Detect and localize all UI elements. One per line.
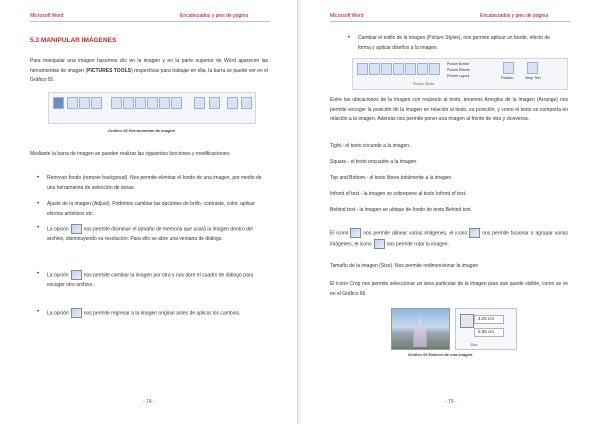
size-paragraph: Tamaño de la imagen (Size). Nos permite redimensionar la imagen	[330, 263, 479, 269]
style-thumb-icon	[357, 63, 368, 75]
group-icon	[469, 228, 480, 238]
wrap-text-icon	[209, 97, 220, 109]
compress-pictures-icon	[71, 224, 82, 234]
picture-styles-group-label: Picture Styles	[413, 82, 435, 86]
position-icon	[503, 62, 514, 74]
size-group-label: Size	[470, 342, 478, 347]
header-rule	[30, 21, 270, 22]
list-item: • La opción nos permite disminuir el tamaño de memoria que usará la imagen dentro del archivo, disminuyendo su resolución. Para ello se abre una ventana de diálogo.	[37, 225, 253, 242]
wrap-option: Infront of text.- la imagen se sobrepone al texto Infront of text.	[330, 191, 467, 197]
page-74	[0, 0, 298, 424]
header-left: Microsoft Word	[30, 13, 64, 19]
remove-background-icon	[53, 97, 64, 109]
header-right: Encabezados y pies de página	[480, 13, 549, 19]
icons-paragraph: El icono nos permite alinear varias imágenes, el icono nos permite fusionar o agrupar varias imágenes, el icono nos permite rotar la imagen.	[330, 228, 568, 250]
picture-effects-label: Picture Effects	[447, 68, 470, 72]
style-thumb-icon	[405, 63, 416, 75]
list-item: • Cambiar el estilo de la imagen (Picture Styles), nos permite aplicar un borde, efecto de forma y aplicar diseños a la imagen.	[348, 35, 551, 51]
arrange-paragraph: Entre las ubicaciones de la imagen con respecto al texto, tenemos Arreglos de la imagen (Arrange) nos permite escoger la posición de la imagen en relación al texto, su posición, y como el texto se comporta en relación a la imagen. Además nos permite poner una imagen al frente de otra y viceversa.	[330, 97, 568, 122]
style-thumb-icon	[171, 97, 182, 109]
wrap-option: Square.- el texto encuadre a la imagen.	[330, 159, 418, 165]
align-icon	[350, 228, 361, 238]
intro-paragraph: Para manipular una imagen hacemos clic en la imagen y en la parte superior de Word aparecen las herramientas de imagen (PICTURES TOOLS) respectivas para trabajar en ella, la barra se puede ver en el Gráfico 65.	[30, 58, 268, 83]
width-value: 5.96 cm	[478, 329, 495, 334]
size-group	[455, 308, 517, 350]
wrap-text-label: Wrap Text	[525, 76, 541, 80]
castle-shape	[410, 317, 430, 347]
color-icon	[79, 97, 90, 109]
style-thumb-icon	[111, 97, 122, 109]
header-rule	[330, 21, 570, 22]
list-item: • La opción nos permite cambiar la imagen por otra y nos abre el cuadro de diálogo para escoger otro archivo.	[37, 271, 254, 288]
style-thumb-icon	[123, 97, 134, 109]
style-thumb-icon	[417, 63, 428, 75]
style-thumb-icon	[147, 97, 158, 109]
picture-styles-ribbon	[352, 58, 568, 90]
corrections-icon	[67, 97, 78, 109]
wrap-text-icon	[527, 62, 538, 74]
artistic-effects-icon	[91, 97, 102, 109]
list-item: • La opción nos permite regresar a la imagen original antes de aplicar los cambios.	[37, 309, 241, 317]
figure-caption: Gráfico 65 Herramientas de imagen	[108, 128, 176, 133]
section-title: 5.3 MANIPULAR IMÁGENES	[30, 37, 117, 44]
change-picture-icon	[71, 270, 82, 280]
intro-bold: PICTURES TOOLS	[87, 67, 131, 74]
page-number: - 74 -	[143, 399, 155, 405]
picture-layout-label: Picture Layout	[447, 74, 470, 78]
figure-caption: Gráfico 66 Edición de una imagen.	[408, 352, 474, 357]
size-icon	[241, 97, 252, 109]
rotate-icon	[374, 239, 385, 249]
list-item: • Remover fondo (remove backgroud). Nos permite eliminar el fondo de una imagen, por medio de una herramienta de selección de áreas.	[37, 175, 262, 191]
style-thumb-icon	[429, 63, 440, 75]
wrap-option: Top and Bottom.- el texto libera totalmente a la imagen.	[330, 175, 453, 181]
list-item: • Ajuste de la imagen (Adjust). Podemos cambiar las opciones de brillo, contraste, color, aplicar efectos artísticos etc.	[37, 201, 255, 217]
position-label: Position	[501, 76, 514, 80]
style-thumb-icon	[159, 97, 170, 109]
picture-tools-ribbon	[48, 92, 256, 124]
position-icon	[194, 97, 205, 109]
functions-intro: Mediante la barra de imagen se pueden realizar las siguientes funciones y modificaciones:	[30, 151, 231, 157]
header-right: Encabezados y pies de página	[180, 13, 249, 19]
style-thumb-icon	[369, 63, 380, 75]
crop-paragraph: El icono Crop nos permite seleccionar un área particular de la imagen para que quede visible, como se ve en el Gráfico 66.	[330, 281, 568, 297]
style-thumb-icon	[135, 97, 146, 109]
reset-picture-icon	[71, 308, 82, 318]
wrap-option: Tight.- el texto circunde a la imagen.	[330, 143, 411, 149]
header-left: Microsoft Word	[330, 13, 364, 19]
wrap-option: Behind text.- la imagen se ubique de fondo de texto Behind text.	[330, 207, 473, 213]
page-75	[300, 0, 598, 424]
page-number: - 75 -	[445, 399, 457, 405]
crop-icon	[227, 97, 238, 109]
picture-border-label: Picture Border	[447, 62, 470, 66]
castle-photo	[391, 308, 450, 350]
style-thumb-icon	[393, 63, 404, 75]
crop-icon	[460, 314, 474, 328]
style-thumb-icon	[381, 63, 392, 75]
height-value: 4.25 cm	[478, 316, 495, 321]
